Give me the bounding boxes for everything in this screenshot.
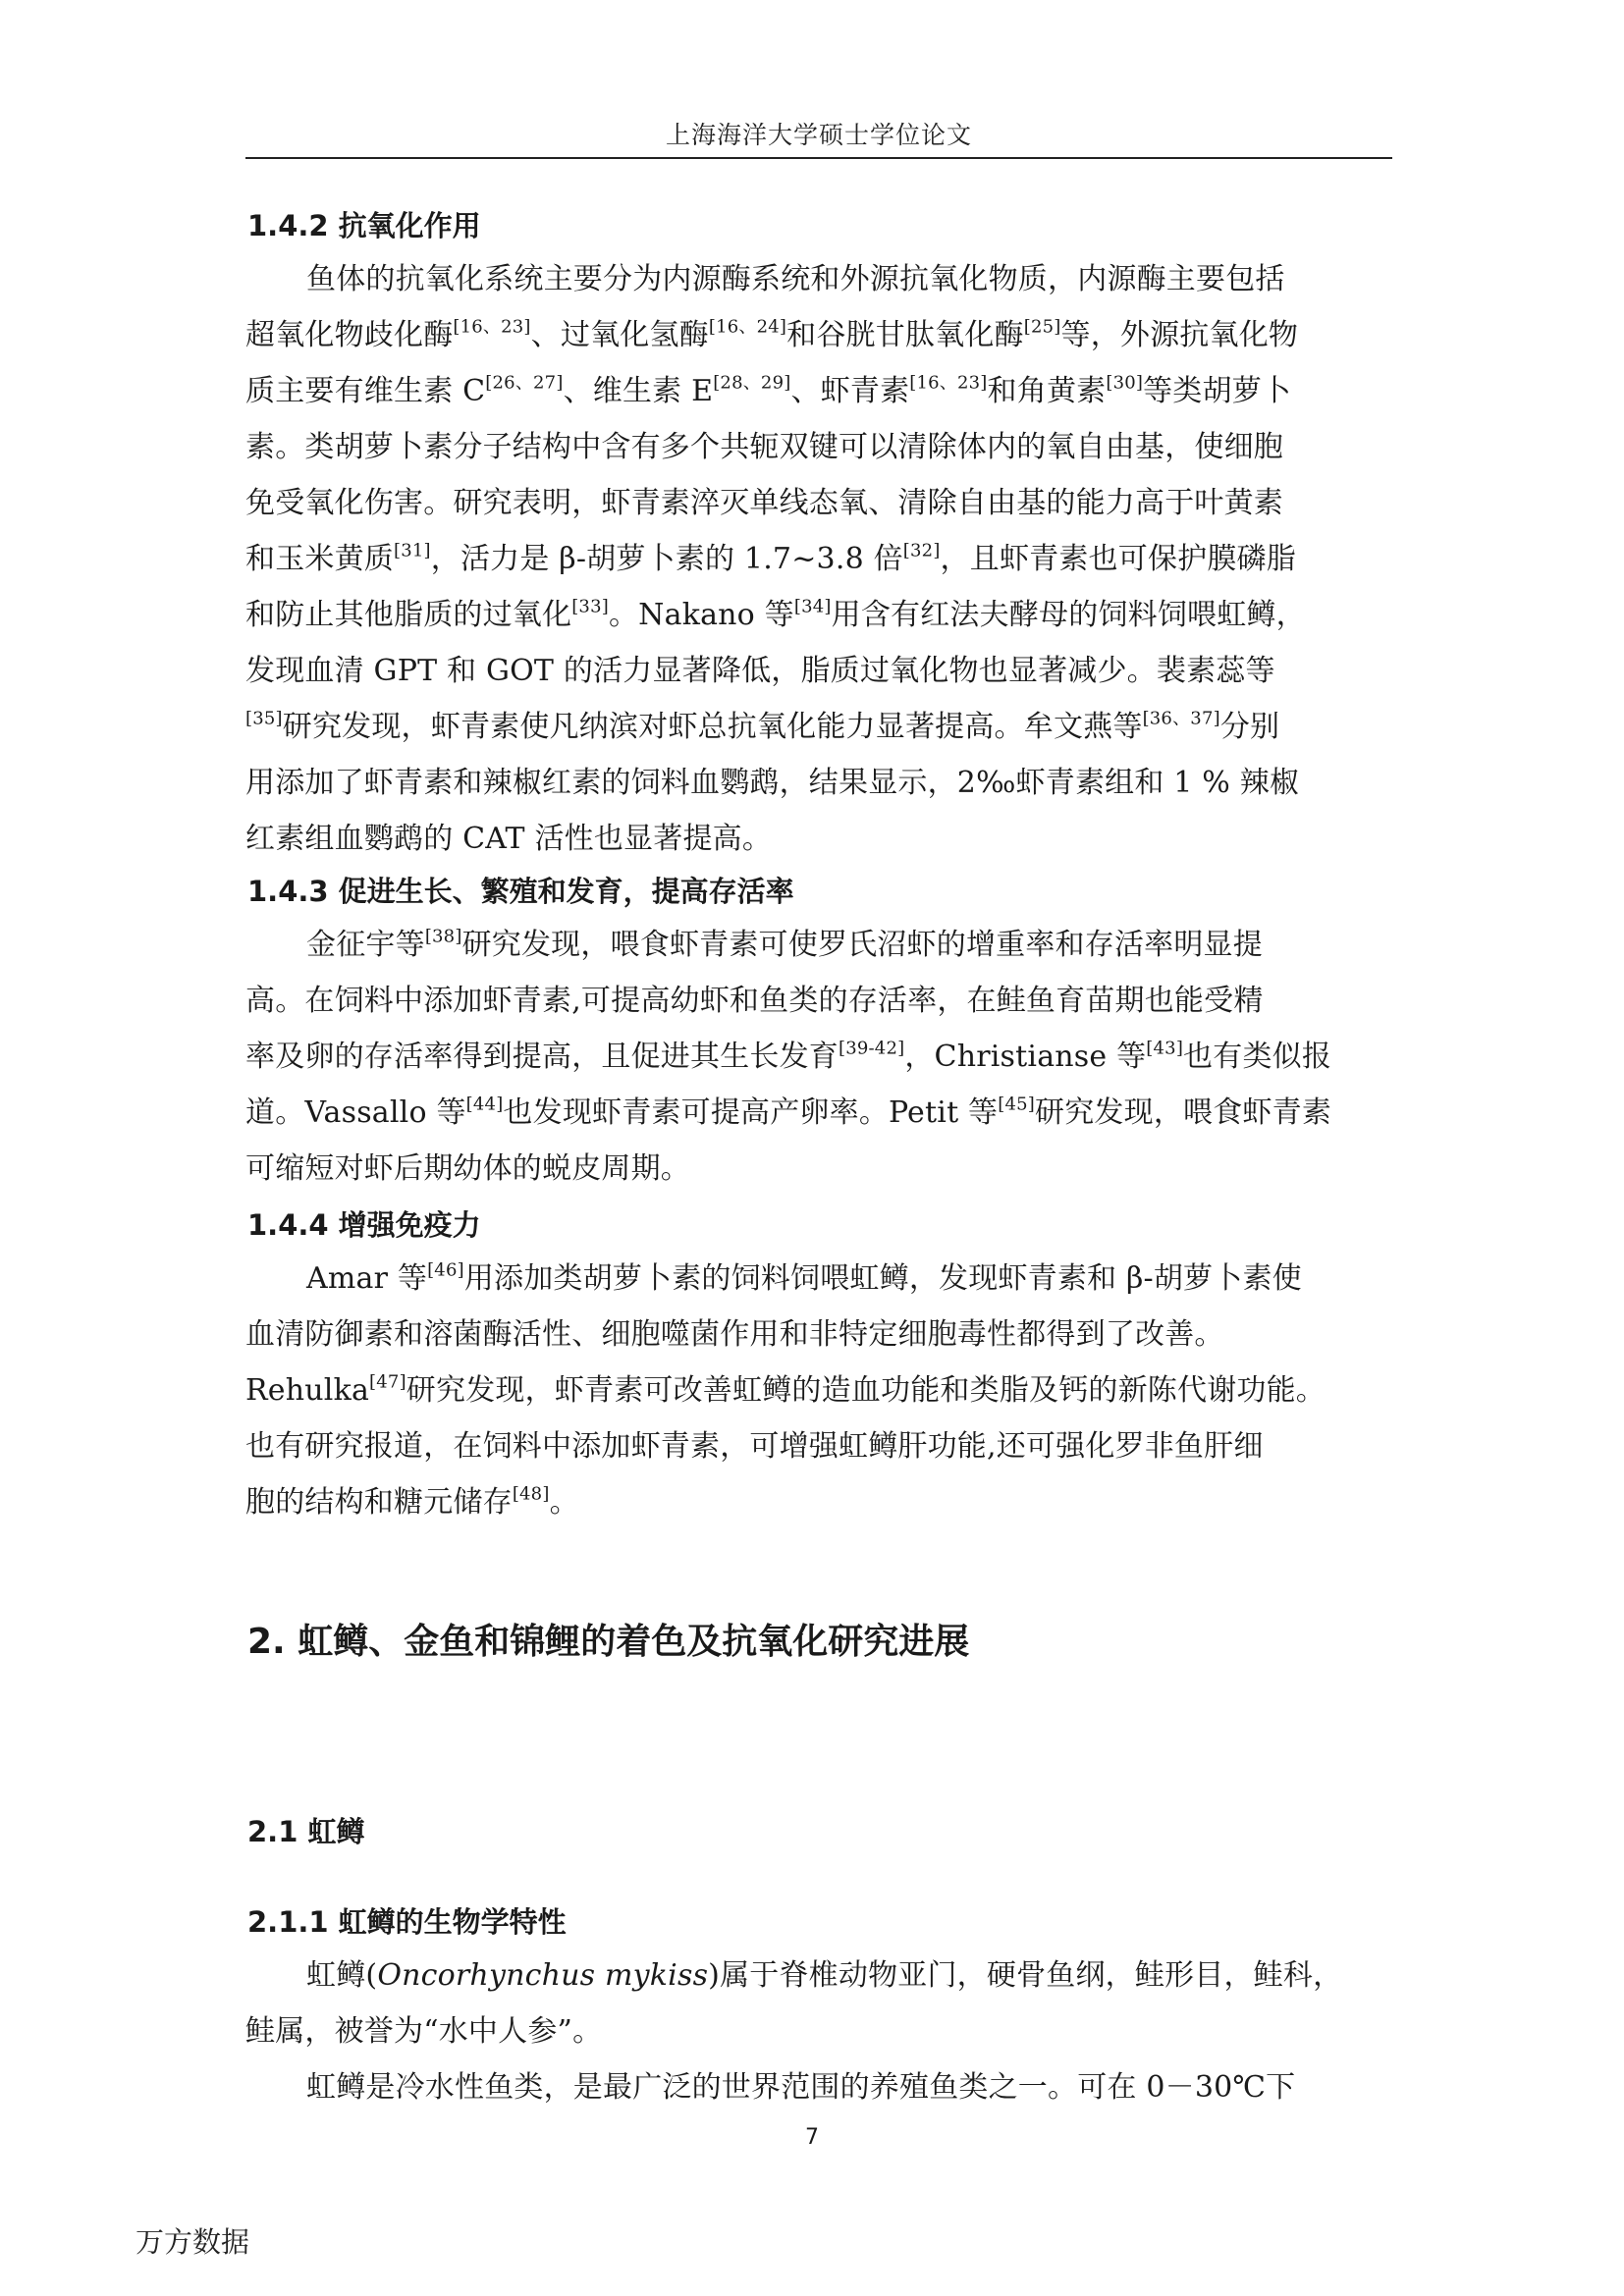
text-run: 红素组血鹦鹉的 CAT 活性也显著提高。 (245, 822, 773, 856)
text-run: 和谷胱甘肽氧化酶 (786, 318, 1024, 352)
text-run: 用添加类胡萝卜素的饲料饲喂虹鳟，发现虾青素和 β-胡萝卜素使 (463, 1261, 1302, 1296)
text-line (245, 251, 1394, 307)
heading-section-2: 2. 虹鳟、金鱼和锦鲤的着色及抗氧化研究进展 (247, 1622, 970, 1662)
citation-ref: [34] (793, 596, 832, 617)
citation-ref: [39-42] (839, 1038, 905, 1059)
text-run: 血清防御素和溶菌酶活性、细胞噬菌作用和非特定细胞毒性都得到了改善。 (245, 1317, 1224, 1352)
citation-ref: [45] (998, 1094, 1036, 1115)
text-run: 鲑属，被誉为“水中人参”。 (245, 2014, 603, 2049)
text-run: 也有类似报 (1183, 1040, 1332, 1074)
text-run: 研究发现，虾青素使凡纳滨对虾总抗氧化能力显著提高。牟文燕等 (282, 710, 1143, 744)
text-line (245, 1474, 1394, 1530)
citation-ref: [35] (245, 708, 283, 729)
text-run: 分别 (1219, 710, 1280, 744)
text-run: 研究发现，虾青素可改善虹鳟的造血功能和类脂及钙的新陈代谢功能。 (406, 1373, 1326, 1408)
text-run: 和玉米黄质 (245, 542, 394, 576)
text-run: 等类胡萝卜 (1143, 374, 1292, 408)
text-run: Rehulka (245, 1373, 370, 1408)
citation-ref: [33] (571, 596, 609, 617)
text-run: 。 (549, 1485, 579, 1520)
text-run: 可缩短对虾后期幼体的蜕皮周期。 (245, 1151, 690, 1186)
species-name: Oncorhynchus mykiss (377, 1958, 709, 1993)
text-run: 等，外源抗氧化物 (1060, 318, 1299, 352)
citation-ref: [32] (902, 540, 941, 561)
heading-1-4-3: 1.4.3 促进生长、繁殖和发育，提高存活率 (247, 875, 794, 908)
citation-ref: [26、27] (485, 372, 564, 394)
citation-ref: [16、24] (708, 316, 787, 338)
watermark: 万方数据 (135, 2225, 250, 2259)
citation-ref: [48] (512, 1483, 550, 1505)
text-run: 鱼体的抗氧化系统主要分为内源酶系统和外源抗氧化物质，内源酶主要包括 (306, 262, 1285, 296)
citation-ref: [38] (424, 926, 462, 947)
text-line (245, 643, 1394, 699)
paragraph-1-4-4 (245, 1251, 1394, 1530)
text-line (245, 363, 1394, 419)
citation-ref: [28、29] (713, 372, 791, 394)
citation-ref: [47] (369, 1371, 406, 1393)
citation-ref: [36、37] (1142, 708, 1220, 729)
text-line (245, 973, 1394, 1029)
text-run: 道。Vassallo 等 (245, 1095, 466, 1130)
citation-ref: [43] (1146, 1038, 1184, 1059)
text-run: 、过氧化氢酶 (530, 318, 709, 352)
text-run: 、虾青素 (790, 374, 910, 408)
text-line (245, 1085, 1394, 1141)
paragraph-2-1-1 (245, 1948, 1394, 2115)
text-line (245, 1362, 1394, 1418)
paragraph-1-4-3 (245, 917, 1394, 1197)
text-run: 率及卵的存活率得到提高，且促进其生长发育 (245, 1040, 839, 1074)
paragraph-1-4-2 (245, 251, 1394, 867)
text-line (245, 811, 1394, 867)
heading-2-1: 2.1 虹鳟 (247, 1815, 365, 1848)
running-header: 上海海洋大学硕士学位论文 (665, 121, 972, 149)
text-line (245, 755, 1394, 811)
citation-ref: [31] (394, 540, 431, 561)
text-run: Amar 等 (306, 1261, 428, 1296)
text-line (245, 1418, 1394, 1474)
text-run: 也有研究报道，在饲料中添加虾青素，可增强虹鳟肝功能,还可强化罗非鱼肝细 (245, 1429, 1264, 1464)
text-run: 质主要有维生素 C (245, 374, 486, 408)
text-run: 高。在饲料中添加虾青素,可提高幼虾和鱼类的存活率，在鲑鱼育苗期也能受精 (245, 984, 1264, 1018)
text-run: 用添加了虾青素和辣椒红素的饲料血鹦鹉，结果显示，2‰虾青素组和 1 % 辣椒 (245, 766, 1300, 800)
text-line (245, 2003, 1394, 2059)
citation-ref: [16、23] (909, 372, 988, 394)
text-line (245, 531, 1394, 587)
citation-ref: [25] (1023, 316, 1061, 338)
page-number: 7 (805, 2125, 819, 2150)
text-line (245, 1948, 1394, 2003)
text-run: 研究发现，喂食虾青素可使罗氏沼虾的增重率和存活率明显提 (461, 928, 1263, 962)
text-run: 金征宇等 (306, 928, 425, 962)
citation-ref: [46] (427, 1259, 464, 1281)
heading-1-4-4: 1.4.4 增强免疫力 (247, 1208, 481, 1242)
text-line (245, 699, 1394, 755)
text-run: 和防止其他脂质的过氧化 (245, 598, 572, 632)
citation-ref: [44] (465, 1094, 504, 1115)
text-run: 也发现虾青素可提高产卵率。Petit 等 (503, 1095, 999, 1130)
text-run: 虹鳟是冷水性鱼类，是最广泛的世界范围的养殖鱼类之一。可在 0－30℃下 (306, 2070, 1296, 2105)
text-run: 超氧化物歧化酶 (245, 318, 454, 352)
header-rule (245, 157, 1392, 159)
text-run: ，且虾青素也可保护膜磷脂 (940, 542, 1296, 576)
text-run: ，活力是 β-胡萝卜素的 1.7~3.8 倍 (430, 542, 903, 576)
citation-ref: [30] (1106, 372, 1144, 394)
text-run: )属于脊椎动物亚门，硬骨鱼纲，鲑形目，鲑科， (708, 1958, 1343, 1993)
text-run: ，Christianse 等 (904, 1040, 1147, 1074)
text-line (245, 1307, 1394, 1362)
text-line (245, 587, 1394, 643)
text-run: 、维生素 E (563, 374, 714, 408)
text-line (245, 917, 1394, 973)
text-run: 。Nakano 等 (608, 598, 794, 632)
text-line (245, 1029, 1394, 1085)
text-run: 虹鳟( (306, 1958, 378, 1993)
text-run: 素。类胡萝卜素分子结构中含有多个共轭双键可以清除体内的氧自由基，使细胞 (245, 430, 1283, 464)
citation-ref: [16、23] (453, 316, 531, 338)
heading-2-1-1: 2.1.1 虹鳟的生物学特性 (247, 1905, 567, 1939)
text-run: 用含有红法夫酵母的饲料饲喂虹鳟， (831, 598, 1306, 632)
text-line (245, 419, 1394, 475)
text-run: 和角黄素 (987, 374, 1107, 408)
text-line (245, 1251, 1394, 1307)
text-run: 研究发现，喂食虾青素 (1035, 1095, 1332, 1130)
text-run: 胞的结构和糖元储存 (245, 1485, 513, 1520)
text-line (245, 475, 1394, 531)
text-line (245, 307, 1394, 363)
text-run: 发现血清 GPT 和 GOT 的活力显著降低，脂质过氧化物也显著减少。裴素蕊等 (245, 654, 1275, 688)
text-line (245, 2059, 1394, 2115)
text-run: 免受氧化伤害。研究表明，虾青素淬灭单线态氧、清除自由基的能力高于叶黄素 (245, 486, 1283, 520)
text-line (245, 1141, 1394, 1197)
heading-1-4-2: 1.4.2 抗氧化作用 (247, 209, 481, 242)
